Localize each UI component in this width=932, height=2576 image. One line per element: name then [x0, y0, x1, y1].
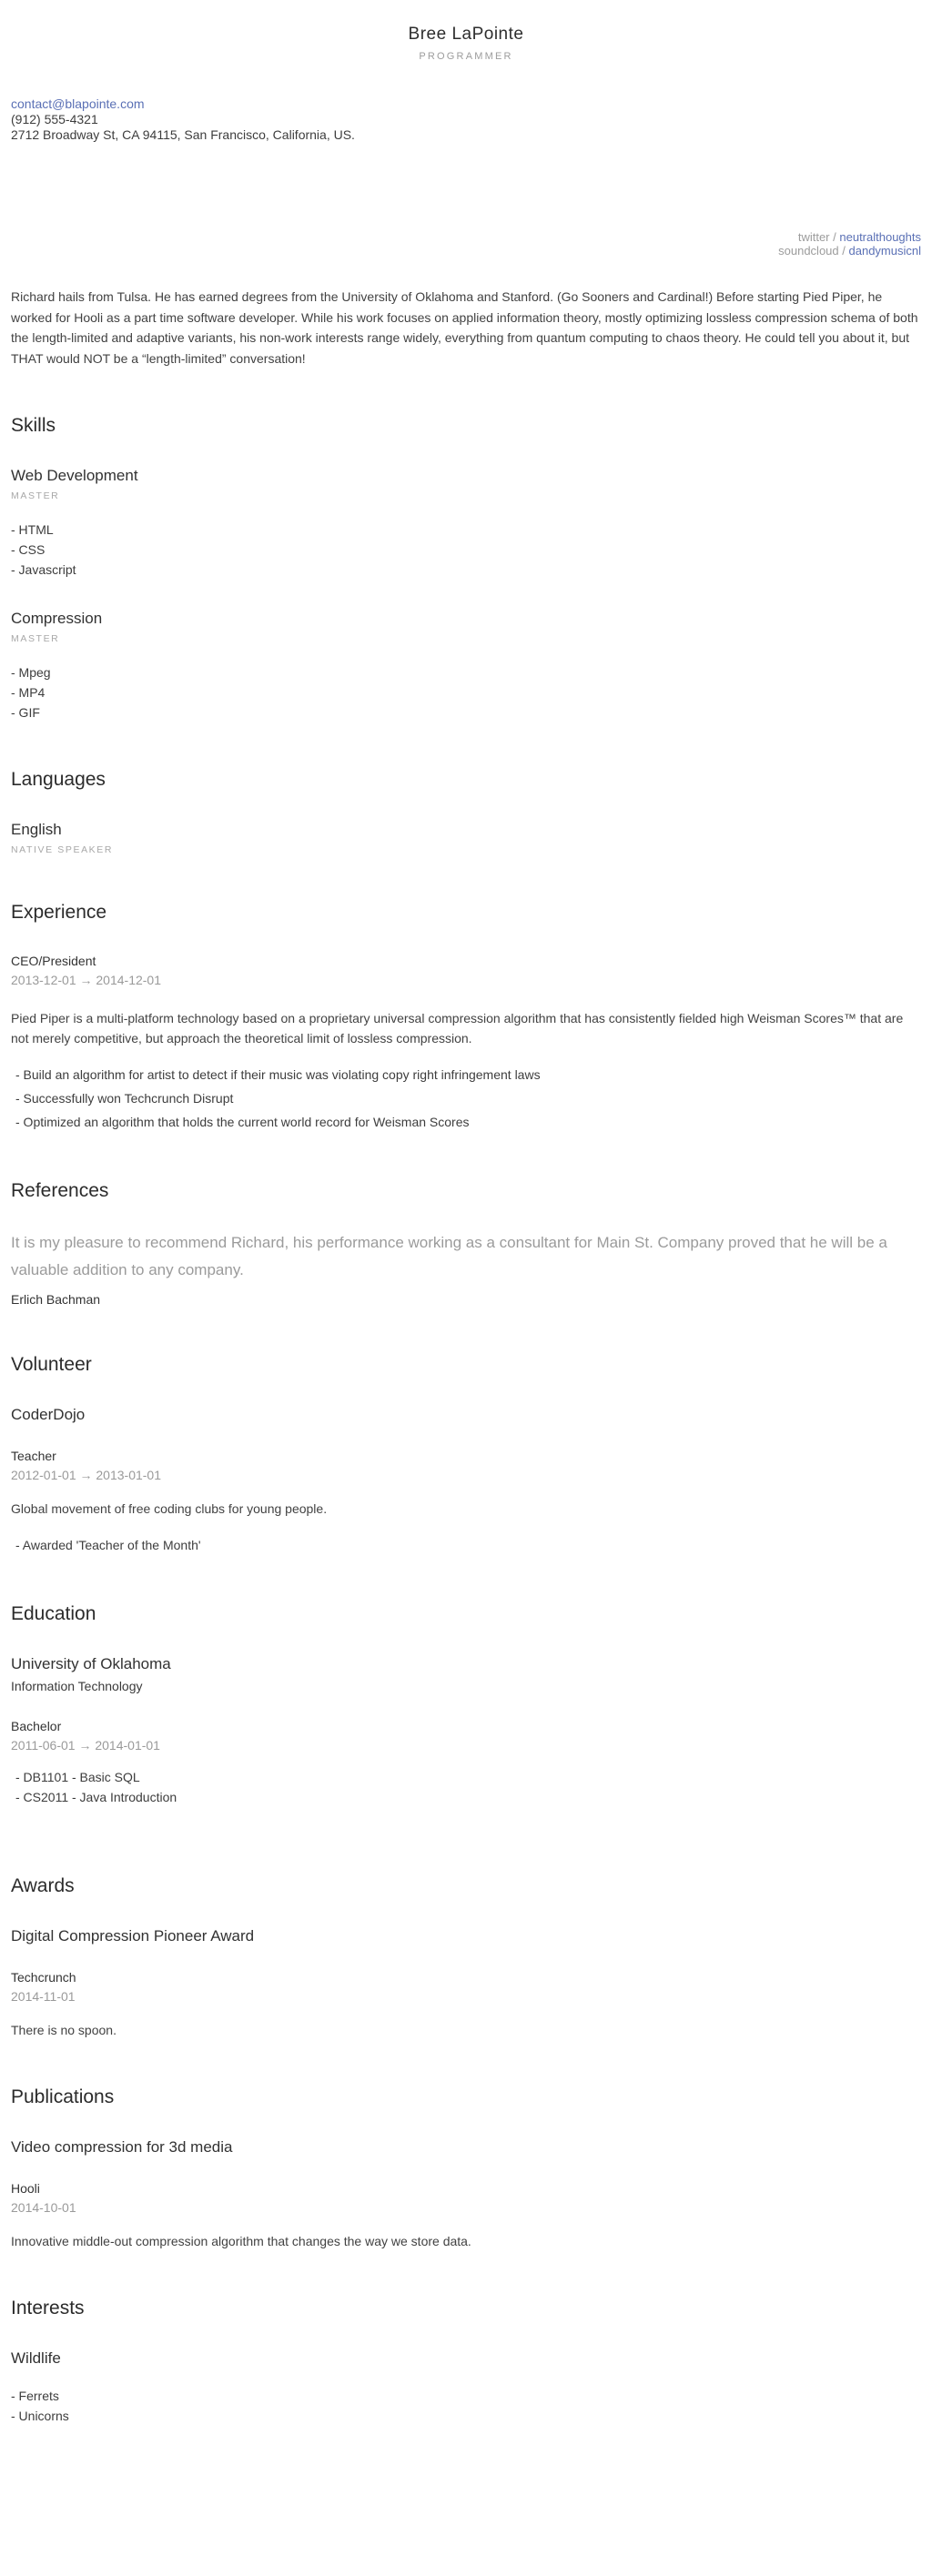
- section-experience: [11, 901, 921, 1134]
- language-entry: [11, 820, 921, 855]
- award-title: Digital Compression Pioneer Award: [11, 1927, 255, 1945]
- section-skills: [11, 414, 921, 722]
- contact-email-row: [11, 96, 921, 112]
- interest-keywords: [11, 2386, 921, 2426]
- highlight-item: - Build an algorithm for artist to detect if their music was violating copy right infringement laws: [15, 1067, 541, 1082]
- section-title: Experience: [11, 902, 107, 923]
- phone: (912) 555-4321: [11, 112, 98, 126]
- award-entry: [11, 1926, 921, 2040]
- education-entry: [11, 1654, 921, 1807]
- section-title: Awards: [11, 1875, 75, 1896]
- section-publications: [11, 2086, 921, 2251]
- soundcloud-username-link[interactable]: dandymusicnl: [848, 244, 921, 258]
- section-title: Education: [11, 1603, 96, 1624]
- publication-date: 2014-10-01: [11, 2200, 76, 2215]
- volunteer-organization: CoderDojo: [11, 1406, 86, 1423]
- keyword-item: - Ferrets: [11, 2389, 59, 2403]
- section-title: Interests: [11, 2298, 85, 2318]
- volunteer-dates: 2012-01-01 → 2013-01-01: [11, 1468, 162, 1482]
- job-title-label: PROGRAMMER: [419, 51, 513, 62]
- profile-network-label: soundcloud /: [778, 244, 846, 258]
- section-title: Publications: [11, 2086, 115, 2107]
- person-name: Bree LaPointe: [408, 25, 524, 44]
- language-name: English: [11, 821, 62, 838]
- work-position: CEO/President: [11, 954, 96, 968]
- reference-name: Erlich Bachman: [11, 1292, 101, 1307]
- keyword-item: - Mpeg: [11, 665, 51, 680]
- profile-network-label: twitter /: [797, 230, 836, 244]
- work-highlights: [11, 1063, 921, 1134]
- keyword-item: - GIF: [11, 705, 40, 720]
- section-title: Volunteer: [11, 1354, 92, 1375]
- language-fluency: NATIVE SPEAKER: [11, 844, 114, 855]
- skill-level: MASTER: [11, 633, 60, 644]
- keyword-item: - Javascript: [11, 562, 76, 577]
- keyword-item: - HTML: [11, 522, 54, 537]
- skill-entry: [11, 466, 921, 580]
- interest-entry: [11, 2349, 921, 2426]
- section-volunteer: [11, 1353, 921, 1557]
- skill-name: Web Development: [11, 467, 138, 484]
- volunteer-highlights: [11, 1533, 921, 1557]
- resume-header: [11, 24, 921, 258]
- reference-quote: It is my pleasure to recommend Richard, his performance working as a consultant for Main St. Company proved that he will be a valuable addition to any company.: [11, 1234, 887, 1278]
- education-area: Information Technology: [11, 1679, 143, 1693]
- course-item: - CS2011 - Java Introduction: [15, 1790, 177, 1804]
- section-title: Languages: [11, 769, 106, 790]
- publication-publisher: Hooli: [11, 2181, 40, 2196]
- profile-soundcloud: [11, 244, 921, 258]
- section-interests: [11, 2297, 921, 2426]
- section-education: [11, 1602, 921, 1807]
- education-institution: University of Oklahoma: [11, 1655, 171, 1672]
- section-title: References: [11, 1180, 109, 1201]
- address: 2712 Broadway St, CA 94115, San Francisco, California, US.: [11, 127, 355, 142]
- keyword-item: - MP4: [11, 685, 46, 700]
- work-summary: Pied Piper is a multi-platform technology based on a proprietary universal compression algorithm that has consistently fielded high Weisman Scores™ that are not merely competitive, but approach the theoretical limit of lossless compression.: [11, 1011, 904, 1046]
- contact-block: [11, 96, 921, 143]
- social-profiles: [11, 230, 921, 258]
- course-item: - DB1101 - Basic SQL: [15, 1770, 140, 1784]
- skill-keywords: [11, 662, 921, 722]
- volunteer-summary: Global movement of free coding clubs for young people.: [11, 1501, 328, 1516]
- twitter-username-link[interactable]: neutralthoughts: [839, 230, 921, 244]
- award-date: 2014-11-01: [11, 1989, 76, 2004]
- volunteer-entry: [11, 1405, 921, 1557]
- publication-name: Video compression for 3d media: [11, 2138, 233, 2156]
- education-study-type: Bachelor: [11, 1719, 62, 1733]
- email-link[interactable]: contact@blapointe.com: [11, 96, 145, 111]
- skill-name: Compression: [11, 610, 103, 627]
- publication-entry: [11, 2137, 921, 2251]
- education-dates: 2011-06-01 → 2014-01-01: [11, 1738, 160, 1753]
- about-summary: Richard hails from Tulsa. He has earned degrees from the University of Oklahoma and Stanford. (Go Sooners and Cardinal!) Before starting Pied Piper, he worked for Hooli as a part time software developer. While his work focuses on applied information theory, mostly optimizing lossless compression schema of both the length-limited and adaptive variants, his non-work interests range widely, everything from quantum computing to chaos theory. He could tell you about it, but THAT would NOT be a “length-limited” conversation!: [11, 289, 918, 366]
- publication-summary: Innovative middle-out compression algorithm that changes the way we store data.: [11, 2234, 471, 2248]
- highlight-item: - Optimized an algorithm that holds the current world record for Weisman Scores: [15, 1115, 470, 1129]
- work-dates: 2013-12-01 → 2014-12-01: [11, 973, 162, 987]
- section-references: [11, 1179, 921, 1308]
- interest-name: Wildlife: [11, 2349, 61, 2367]
- skill-keywords: [11, 520, 921, 580]
- education-courses: [11, 1767, 921, 1807]
- section-title: Skills: [11, 415, 56, 436]
- skill-entry: [11, 609, 921, 722]
- highlight-item: - Successfully won Techcrunch Disrupt: [15, 1091, 234, 1106]
- award-summary: There is no spoon.: [11, 2023, 116, 2037]
- reference-entry: [11, 1229, 921, 1308]
- section-languages: [11, 768, 921, 855]
- volunteer-position: Teacher: [11, 1449, 56, 1463]
- skill-level: MASTER: [11, 490, 60, 501]
- highlight-item: - Awarded 'Teacher of the Month': [15, 1538, 201, 1552]
- keyword-item: - CSS: [11, 542, 46, 557]
- award-awarder: Techcrunch: [11, 1970, 76, 1985]
- profile-twitter: [11, 230, 921, 244]
- section-awards: [11, 1874, 921, 2040]
- keyword-item: - Unicorns: [11, 2409, 69, 2423]
- work-entry: [11, 953, 921, 1134]
